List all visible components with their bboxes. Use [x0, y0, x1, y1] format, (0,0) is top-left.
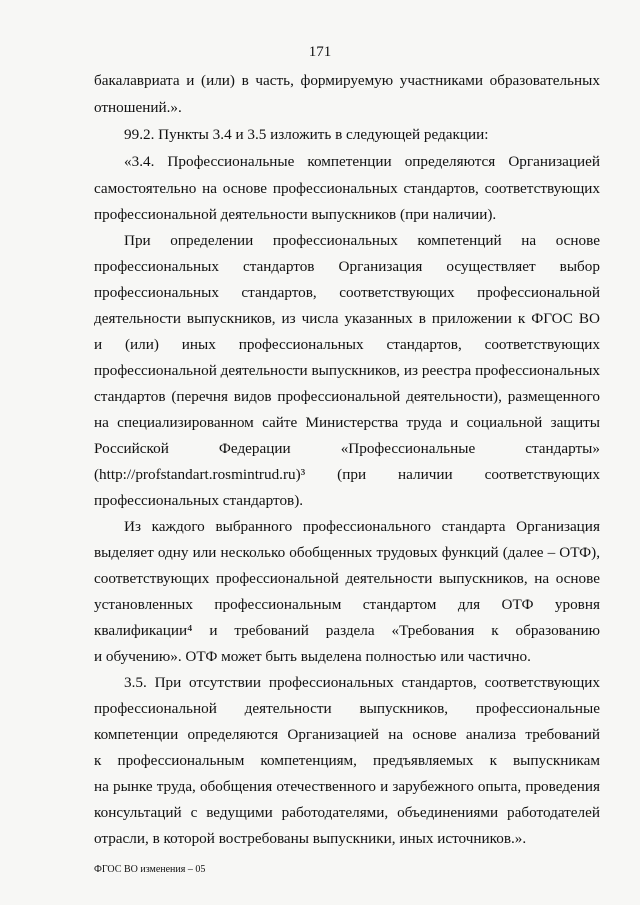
word: на — [94, 778, 109, 795]
word: к — [491, 622, 499, 639]
word: приложении — [431, 310, 512, 327]
word: определении — [170, 232, 254, 249]
word: размещенного — [507, 388, 600, 405]
word: выбранного — [215, 518, 293, 535]
word: деятельности), — [406, 388, 502, 405]
word: стандартом — [362, 596, 437, 613]
text-line — [124, 153, 600, 171]
word: основе — [555, 570, 600, 587]
word: соответствующих — [94, 570, 210, 587]
word: и — [450, 414, 459, 431]
word: ВО — [578, 310, 600, 327]
word: выбор — [559, 258, 600, 275]
text-line — [94, 622, 600, 640]
word: выпускников, — [359, 700, 449, 717]
word: сайте — [262, 414, 298, 431]
word: опыта, — [477, 778, 522, 795]
word: «Профессиональные — [340, 440, 476, 457]
word: выпускников, — [311, 362, 401, 379]
word: с — [190, 804, 198, 821]
word: Организация — [338, 258, 423, 275]
word: к — [489, 752, 497, 769]
word: зарубежного — [392, 778, 474, 795]
word: в — [241, 72, 249, 89]
page-number: 171 — [308, 44, 332, 60]
word: образованию — [515, 622, 600, 639]
text-line — [94, 544, 600, 562]
word: труда — [406, 414, 442, 431]
word: требований — [525, 726, 600, 743]
word: рынке — [112, 778, 153, 795]
word: или — [192, 544, 217, 561]
word: проведения — [525, 778, 600, 795]
word: к — [94, 752, 102, 769]
word: ведущими — [206, 804, 273, 821]
word: участниками — [399, 72, 483, 89]
word: стандартов, — [386, 336, 462, 353]
word: Организацией — [508, 153, 600, 170]
word: Федерации — [218, 440, 291, 457]
word: объединениями — [397, 804, 499, 821]
word: часть, — [255, 72, 294, 89]
word: труда, — [156, 778, 196, 795]
word: профессиональных — [94, 284, 219, 301]
word: профессиональным — [117, 752, 245, 769]
text-line — [94, 180, 600, 198]
word: (или) — [124, 336, 159, 353]
word: к — [517, 310, 526, 327]
text-line — [94, 726, 600, 744]
word: 3.5. — [124, 674, 147, 691]
word: профессиональные — [475, 700, 600, 717]
text-line — [94, 570, 600, 588]
word: стандарта — [441, 518, 506, 535]
word: осуществляет — [446, 258, 536, 275]
text-line — [94, 596, 600, 614]
text-line — [124, 674, 600, 692]
text-line — [94, 284, 600, 302]
word: на — [202, 180, 217, 197]
word: трудовых — [376, 544, 438, 561]
word: выделяет — [94, 544, 154, 561]
word: стандартов, — [403, 180, 479, 197]
word: из — [281, 310, 296, 327]
word: профессиональных — [238, 336, 364, 353]
word: профессионального — [302, 518, 431, 535]
word: деятельности — [345, 570, 433, 587]
word: компетенциям, — [260, 752, 357, 769]
word: «Требования — [391, 622, 475, 639]
word: определяются — [187, 726, 279, 743]
text-line — [124, 518, 600, 536]
word: и — [186, 72, 195, 89]
word: основе — [555, 232, 600, 249]
word: профессиональных — [272, 232, 398, 249]
word: числа — [301, 310, 339, 327]
word: в — [418, 310, 426, 327]
text-line — [94, 258, 600, 276]
word: формируемую — [300, 72, 394, 89]
word: социальной — [466, 414, 543, 431]
word: деятельности — [220, 362, 308, 379]
page-footer: ФГОС ВО изменения – 05 — [94, 864, 206, 875]
text-line — [94, 310, 600, 328]
text-line — [94, 778, 600, 796]
word: специализированном — [117, 414, 254, 431]
word: реестра — [421, 362, 472, 379]
word: профессиональной — [477, 284, 600, 301]
word: на — [521, 232, 537, 249]
text-line — [94, 440, 600, 458]
text-line — [124, 232, 600, 250]
word: функций — [441, 544, 499, 561]
word: иных — [181, 336, 216, 353]
word: основе — [222, 180, 268, 197]
word: уровня — [554, 596, 600, 613]
word: каждого — [151, 518, 205, 535]
word: защиты — [550, 414, 600, 431]
word: стандартов — [242, 258, 315, 275]
text-line — [94, 362, 600, 380]
word: для — [457, 596, 481, 613]
word: основе — [412, 726, 457, 743]
text-line — [94, 752, 600, 770]
word: и — [380, 778, 389, 795]
word: деятельности — [244, 700, 332, 717]
word: стандартов, — [241, 284, 317, 301]
word: на — [94, 414, 109, 431]
word: (или) — [201, 72, 235, 89]
word: работодателями, — [281, 804, 389, 821]
word: самостоятельно — [94, 180, 197, 197]
word: соответствующих — [484, 336, 600, 353]
word: предъявляемых — [373, 752, 474, 769]
word: стандарты» — [525, 440, 600, 457]
word: квалификации⁴ — [94, 622, 193, 639]
word: Российской — [94, 440, 169, 457]
word: наличии — [398, 466, 453, 483]
text-line — [94, 804, 600, 822]
word: одну — [157, 544, 189, 561]
text-line: отрасли, в которой востребованы выпускники, иных источников.». — [94, 830, 527, 847]
word: консультаций — [94, 804, 182, 821]
word: видов — [233, 388, 272, 405]
word: анализа — [465, 726, 517, 743]
word: профессиональной — [94, 700, 217, 717]
word: Организация — [516, 518, 600, 535]
word: ОТФ — [501, 596, 534, 613]
word: отечественного — [276, 778, 377, 795]
text-line: и обучению». ОТФ может быть выделена полностью или частично. — [94, 648, 531, 665]
word: – — [547, 544, 556, 561]
word: компетенций — [417, 232, 502, 249]
word: (перечня — [171, 388, 228, 405]
word: соответствующих — [484, 180, 600, 197]
word: выпускников, — [186, 310, 276, 327]
word: профессиональных — [94, 258, 219, 275]
word: При — [124, 232, 151, 249]
word: компетенции — [94, 726, 179, 743]
text-line — [94, 336, 600, 354]
text-line: профессиональных стандартов). — [94, 492, 304, 509]
word: (далее — [502, 544, 544, 561]
word: Министерства — [305, 414, 399, 431]
word: соответствующих — [484, 466, 600, 483]
word: Профессиональные — [167, 153, 295, 170]
word: стандартов — [94, 388, 166, 405]
word: ОТФ), — [559, 544, 600, 561]
word: компетенции — [307, 153, 392, 170]
text-line: 99.2. Пункты 3.4 и 3.5 изложить в следующей редакции: — [124, 126, 489, 143]
word: раздела — [325, 622, 375, 639]
word: Организацией — [287, 726, 380, 743]
word: установленных — [94, 596, 193, 613]
word: на — [534, 570, 550, 587]
word: определяются — [404, 153, 496, 170]
word: из — [403, 362, 419, 379]
word: выпускникам — [513, 752, 600, 769]
word: обобщения — [199, 778, 273, 795]
word: выпускников, — [438, 570, 528, 587]
word: Из — [124, 518, 141, 535]
word: профессиональной — [277, 388, 401, 405]
word: При — [154, 674, 182, 691]
text-line — [94, 700, 600, 718]
text-line: отношений.». — [94, 99, 182, 116]
word: образовательных — [489, 72, 600, 89]
word: профессиональных — [268, 674, 394, 691]
word: обобщенных — [289, 544, 373, 561]
word: соответствующих — [484, 674, 600, 691]
word: несколько — [220, 544, 286, 561]
word: работодателей — [507, 804, 600, 821]
word: бакалавриата — [94, 72, 180, 89]
word: (при — [337, 466, 367, 483]
word: и — [94, 336, 103, 353]
word: профессиональной — [216, 570, 339, 587]
word: ФГОС — [531, 310, 573, 327]
text-line — [94, 466, 600, 484]
word: и — [209, 622, 218, 639]
word: соответствующих — [339, 284, 455, 301]
word: деятельности — [94, 310, 181, 327]
word: (http://profstandart.rosmintrud.ru)³ — [94, 466, 306, 483]
word: на — [388, 726, 404, 743]
word: отсутствии — [189, 674, 262, 691]
word: профессиональной — [94, 362, 217, 379]
word: «3.4. — [124, 153, 155, 170]
word: профессиональных — [272, 180, 398, 197]
word: требований — [234, 622, 309, 639]
word: стандартов, — [401, 674, 477, 691]
text-line — [94, 414, 600, 432]
word: профессиональным — [214, 596, 342, 613]
text-line — [94, 72, 600, 90]
text-line — [94, 388, 600, 406]
word: профессиональных — [475, 362, 600, 379]
text-line: профессиональной деятельности выпускников (при наличии). — [94, 206, 497, 223]
word: указанных — [344, 310, 413, 327]
